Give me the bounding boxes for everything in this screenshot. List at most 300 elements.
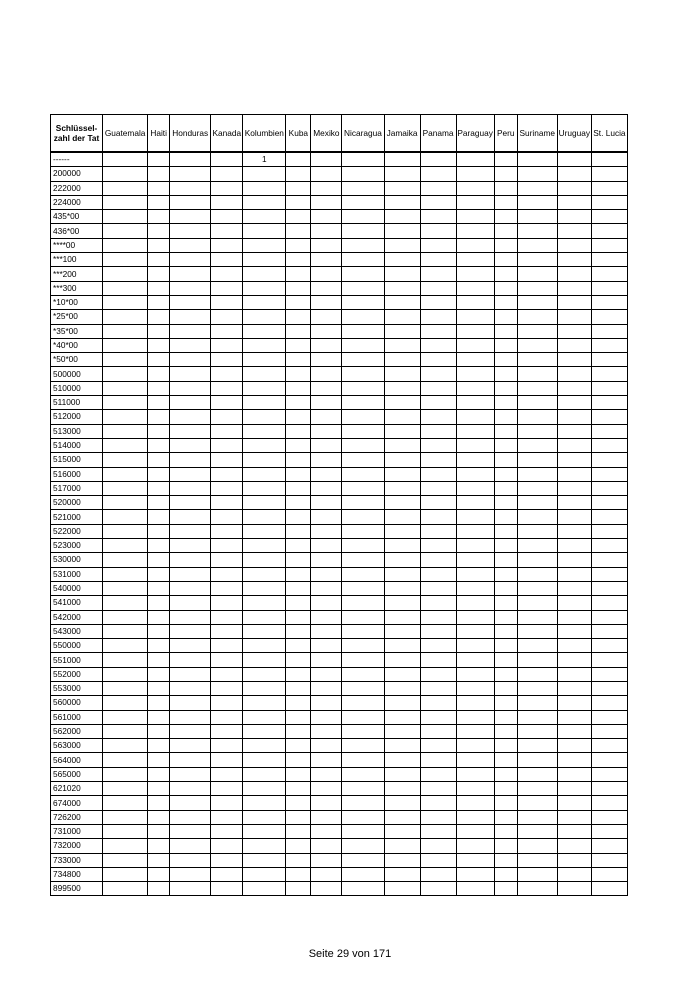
value-cell xyxy=(211,338,243,352)
value-cell xyxy=(243,253,286,267)
value-cell xyxy=(211,739,243,753)
value-cell xyxy=(311,281,342,295)
table-row xyxy=(51,596,628,610)
value-cell xyxy=(384,767,420,781)
value-cell xyxy=(591,810,627,824)
value-cell xyxy=(170,481,211,495)
value-cell xyxy=(103,167,148,181)
value-cell xyxy=(494,281,517,295)
value-cell xyxy=(517,610,557,624)
value-cell xyxy=(384,210,420,224)
value-cell xyxy=(243,295,286,309)
row-key-cell: 564000 xyxy=(51,753,103,767)
value-cell xyxy=(286,539,311,553)
value-cell xyxy=(342,496,384,510)
row-key-cell: *25*00 xyxy=(51,310,103,324)
value-cell xyxy=(211,467,243,481)
value-cell xyxy=(494,481,517,495)
row-key-cell: ****00 xyxy=(51,238,103,252)
value-cell xyxy=(103,882,148,896)
table-row xyxy=(51,453,628,467)
value-cell xyxy=(103,667,148,681)
table-row xyxy=(51,496,628,510)
value-cell xyxy=(148,524,170,538)
table-row xyxy=(51,481,628,495)
value-cell xyxy=(557,295,591,309)
value-cell xyxy=(243,767,286,781)
value-cell xyxy=(211,639,243,653)
value-cell xyxy=(591,782,627,796)
value-cell xyxy=(591,796,627,810)
value-cell xyxy=(170,496,211,510)
value-cell xyxy=(517,496,557,510)
row-key-cell: 512000 xyxy=(51,410,103,424)
value-cell xyxy=(384,338,420,352)
row-key-cell: 552000 xyxy=(51,667,103,681)
value-cell xyxy=(557,739,591,753)
value-cell xyxy=(103,581,148,595)
value-cell xyxy=(591,438,627,452)
value-cell xyxy=(456,739,494,753)
value-cell xyxy=(342,238,384,252)
value-cell xyxy=(286,438,311,452)
value-cell xyxy=(311,610,342,624)
value-cell xyxy=(420,467,456,481)
value-cell xyxy=(243,667,286,681)
value-cell xyxy=(170,853,211,867)
value-cell xyxy=(384,281,420,295)
value-cell xyxy=(494,496,517,510)
value-cell xyxy=(557,152,591,167)
value-cell xyxy=(243,710,286,724)
value-cell xyxy=(148,839,170,853)
value-cell xyxy=(311,467,342,481)
value-cell xyxy=(103,567,148,581)
value-cell xyxy=(456,767,494,781)
value-cell xyxy=(420,639,456,653)
value-cell xyxy=(591,253,627,267)
column-header: Panama xyxy=(420,115,456,153)
value-cell xyxy=(384,581,420,595)
value-cell xyxy=(103,539,148,553)
value-cell xyxy=(311,481,342,495)
value-cell xyxy=(342,467,384,481)
value-cell xyxy=(170,553,211,567)
value-cell xyxy=(591,424,627,438)
table-row xyxy=(51,410,628,424)
value-cell xyxy=(243,453,286,467)
value-cell xyxy=(148,696,170,710)
value-cell xyxy=(494,253,517,267)
value-cell xyxy=(420,181,456,195)
value-cell xyxy=(384,224,420,238)
value-cell xyxy=(591,653,627,667)
value-cell xyxy=(148,324,170,338)
value-cell xyxy=(456,167,494,181)
value-cell xyxy=(148,667,170,681)
value-cell xyxy=(591,853,627,867)
value-cell xyxy=(591,867,627,881)
value-cell xyxy=(557,510,591,524)
value-cell xyxy=(243,210,286,224)
value-cell xyxy=(342,810,384,824)
value-cell xyxy=(384,696,420,710)
row-key-cell: 565000 xyxy=(51,767,103,781)
value-cell xyxy=(148,496,170,510)
value-cell xyxy=(557,610,591,624)
value-cell xyxy=(211,596,243,610)
value-cell xyxy=(591,581,627,595)
value-cell xyxy=(211,481,243,495)
value-cell xyxy=(342,524,384,538)
value-cell xyxy=(494,639,517,653)
value-cell xyxy=(384,681,420,695)
value-cell xyxy=(286,410,311,424)
value-cell xyxy=(517,396,557,410)
value-cell xyxy=(420,295,456,309)
value-cell xyxy=(494,295,517,309)
value-cell xyxy=(494,681,517,695)
value-cell xyxy=(557,639,591,653)
value-cell xyxy=(557,438,591,452)
value-cell xyxy=(420,667,456,681)
value-cell xyxy=(494,238,517,252)
value-cell xyxy=(456,152,494,167)
value-cell xyxy=(148,567,170,581)
value-cell xyxy=(103,210,148,224)
value-cell xyxy=(517,539,557,553)
value-cell xyxy=(517,210,557,224)
value-cell xyxy=(384,238,420,252)
value-cell xyxy=(456,353,494,367)
value-cell xyxy=(286,381,311,395)
value-cell xyxy=(494,839,517,853)
value-cell xyxy=(342,667,384,681)
value-cell xyxy=(286,210,311,224)
value-cell xyxy=(243,367,286,381)
value-cell xyxy=(286,181,311,195)
value-cell xyxy=(211,253,243,267)
value-cell xyxy=(342,782,384,796)
value-cell xyxy=(170,310,211,324)
value-cell xyxy=(591,624,627,638)
value-cell xyxy=(170,524,211,538)
value-cell xyxy=(342,824,384,838)
value-cell xyxy=(557,710,591,724)
value-cell xyxy=(384,310,420,324)
value-cell xyxy=(456,639,494,653)
value-cell xyxy=(148,310,170,324)
value-cell xyxy=(494,267,517,281)
value-cell xyxy=(456,610,494,624)
value-cell xyxy=(170,824,211,838)
value-cell xyxy=(494,524,517,538)
value-cell xyxy=(103,353,148,367)
value-cell xyxy=(286,724,311,738)
value-cell xyxy=(311,496,342,510)
value-cell xyxy=(420,281,456,295)
value-cell xyxy=(517,167,557,181)
value-cell xyxy=(557,824,591,838)
value-cell xyxy=(243,753,286,767)
value-cell xyxy=(211,867,243,881)
value-cell xyxy=(170,224,211,238)
value-cell xyxy=(591,224,627,238)
value-cell xyxy=(148,539,170,553)
value-cell xyxy=(342,710,384,724)
value-cell xyxy=(456,281,494,295)
value-cell xyxy=(384,253,420,267)
value-cell xyxy=(494,882,517,896)
value-cell xyxy=(420,224,456,238)
value-cell xyxy=(557,867,591,881)
value-cell xyxy=(342,438,384,452)
value-cell xyxy=(170,539,211,553)
value-cell xyxy=(591,210,627,224)
value-cell xyxy=(311,667,342,681)
value-cell xyxy=(456,567,494,581)
value-cell xyxy=(148,167,170,181)
value-cell xyxy=(211,438,243,452)
value-cell xyxy=(243,424,286,438)
value-cell xyxy=(456,710,494,724)
value-cell xyxy=(557,224,591,238)
value-cell xyxy=(311,353,342,367)
table-row xyxy=(51,338,628,352)
value-cell xyxy=(148,295,170,309)
table-row xyxy=(51,867,628,881)
value-cell xyxy=(342,639,384,653)
value-cell xyxy=(286,581,311,595)
value-cell xyxy=(342,739,384,753)
value-cell xyxy=(243,796,286,810)
row-key-cell: 517000 xyxy=(51,481,103,495)
value-cell xyxy=(420,581,456,595)
value-cell xyxy=(456,467,494,481)
value-cell xyxy=(494,467,517,481)
row-key-cell: 541000 xyxy=(51,596,103,610)
value-cell xyxy=(103,610,148,624)
value-cell xyxy=(170,653,211,667)
value-cell xyxy=(286,553,311,567)
value-cell xyxy=(342,567,384,581)
table-row xyxy=(51,667,628,681)
value-cell xyxy=(591,181,627,195)
value-cell xyxy=(456,410,494,424)
value-cell xyxy=(420,867,456,881)
value-cell xyxy=(456,267,494,281)
value-cell xyxy=(591,238,627,252)
row-key-cell: 621020 xyxy=(51,782,103,796)
value-cell xyxy=(170,253,211,267)
value-cell xyxy=(456,396,494,410)
value-cell xyxy=(103,367,148,381)
value-cell xyxy=(517,467,557,481)
column-header: Kanada xyxy=(211,115,243,153)
value-cell xyxy=(557,524,591,538)
value-cell xyxy=(311,596,342,610)
table-row xyxy=(51,753,628,767)
value-cell xyxy=(311,210,342,224)
value-cell xyxy=(456,481,494,495)
value-cell xyxy=(311,681,342,695)
value-cell xyxy=(494,410,517,424)
value-cell xyxy=(103,181,148,195)
value-cell xyxy=(557,324,591,338)
value-cell xyxy=(211,610,243,624)
value-cell xyxy=(286,782,311,796)
value-cell xyxy=(420,496,456,510)
value-cell xyxy=(384,596,420,610)
value-cell xyxy=(591,267,627,281)
value-cell xyxy=(591,696,627,710)
value-cell xyxy=(591,567,627,581)
value-cell xyxy=(342,510,384,524)
value-cell xyxy=(591,539,627,553)
value-cell xyxy=(384,667,420,681)
value-cell xyxy=(286,496,311,510)
value-cell xyxy=(342,181,384,195)
value-cell xyxy=(148,481,170,495)
value-cell xyxy=(342,410,384,424)
row-key-cell: ------ xyxy=(51,152,103,167)
value-cell xyxy=(591,681,627,695)
value-cell xyxy=(557,467,591,481)
value-cell xyxy=(286,224,311,238)
value-cell xyxy=(591,739,627,753)
value-cell xyxy=(148,796,170,810)
value-cell xyxy=(311,696,342,710)
value-cell xyxy=(557,539,591,553)
value-cell xyxy=(286,867,311,881)
value-cell xyxy=(211,453,243,467)
value-cell xyxy=(103,453,148,467)
value-cell xyxy=(420,195,456,209)
value-cell xyxy=(591,610,627,624)
value-cell xyxy=(342,338,384,352)
value-cell xyxy=(342,367,384,381)
value-cell xyxy=(456,667,494,681)
value-cell: 1 xyxy=(243,152,286,167)
value-cell xyxy=(456,438,494,452)
value-cell xyxy=(384,381,420,395)
value-cell xyxy=(591,481,627,495)
value-cell xyxy=(420,253,456,267)
value-cell xyxy=(420,767,456,781)
table-row xyxy=(51,510,628,524)
value-cell xyxy=(243,195,286,209)
value-cell xyxy=(148,152,170,167)
row-key-cell: 530000 xyxy=(51,553,103,567)
value-cell xyxy=(148,410,170,424)
value-cell xyxy=(384,553,420,567)
value-cell xyxy=(286,195,311,209)
value-cell xyxy=(311,653,342,667)
value-cell xyxy=(170,782,211,796)
value-cell xyxy=(286,510,311,524)
value-cell xyxy=(211,167,243,181)
value-cell xyxy=(211,353,243,367)
value-cell xyxy=(384,882,420,896)
table-row xyxy=(51,696,628,710)
value-cell xyxy=(342,681,384,695)
value-cell xyxy=(557,767,591,781)
value-cell xyxy=(148,610,170,624)
value-cell xyxy=(148,810,170,824)
value-cell xyxy=(211,152,243,167)
value-cell xyxy=(103,324,148,338)
value-cell xyxy=(170,796,211,810)
value-cell xyxy=(591,639,627,653)
value-cell xyxy=(211,710,243,724)
value-cell xyxy=(557,424,591,438)
value-cell xyxy=(342,424,384,438)
value-cell xyxy=(342,839,384,853)
value-cell xyxy=(170,624,211,638)
table-header-row xyxy=(51,115,628,153)
value-cell xyxy=(384,753,420,767)
value-cell xyxy=(211,853,243,867)
value-cell xyxy=(591,553,627,567)
value-cell xyxy=(103,195,148,209)
value-cell xyxy=(170,739,211,753)
table-row xyxy=(51,782,628,796)
value-cell xyxy=(517,295,557,309)
value-cell xyxy=(557,338,591,352)
row-key-cell: 511000 xyxy=(51,396,103,410)
value-cell xyxy=(211,310,243,324)
table-row xyxy=(51,624,628,638)
value-cell xyxy=(311,381,342,395)
value-cell xyxy=(342,353,384,367)
value-cell xyxy=(494,152,517,167)
value-cell xyxy=(517,753,557,767)
value-cell xyxy=(243,467,286,481)
value-cell xyxy=(420,553,456,567)
row-key-cell: 674000 xyxy=(51,796,103,810)
value-cell xyxy=(243,810,286,824)
value-cell xyxy=(456,796,494,810)
table-row xyxy=(51,310,628,324)
value-cell xyxy=(420,152,456,167)
value-cell xyxy=(517,238,557,252)
value-cell xyxy=(342,624,384,638)
value-cell xyxy=(517,839,557,853)
value-cell xyxy=(591,667,627,681)
value-cell xyxy=(342,267,384,281)
value-cell xyxy=(384,853,420,867)
row-key-cell: 200000 xyxy=(51,167,103,181)
value-cell xyxy=(286,882,311,896)
value-cell xyxy=(311,867,342,881)
value-cell xyxy=(557,453,591,467)
table-row xyxy=(51,567,628,581)
value-cell xyxy=(243,438,286,452)
value-cell xyxy=(420,167,456,181)
value-cell xyxy=(286,796,311,810)
value-cell xyxy=(494,667,517,681)
value-cell xyxy=(103,639,148,653)
value-cell xyxy=(456,596,494,610)
value-cell xyxy=(170,367,211,381)
value-cell xyxy=(311,853,342,867)
value-cell xyxy=(286,824,311,838)
value-cell xyxy=(456,724,494,738)
value-cell xyxy=(494,453,517,467)
value-cell xyxy=(211,553,243,567)
value-cell xyxy=(103,767,148,781)
value-cell xyxy=(211,681,243,695)
